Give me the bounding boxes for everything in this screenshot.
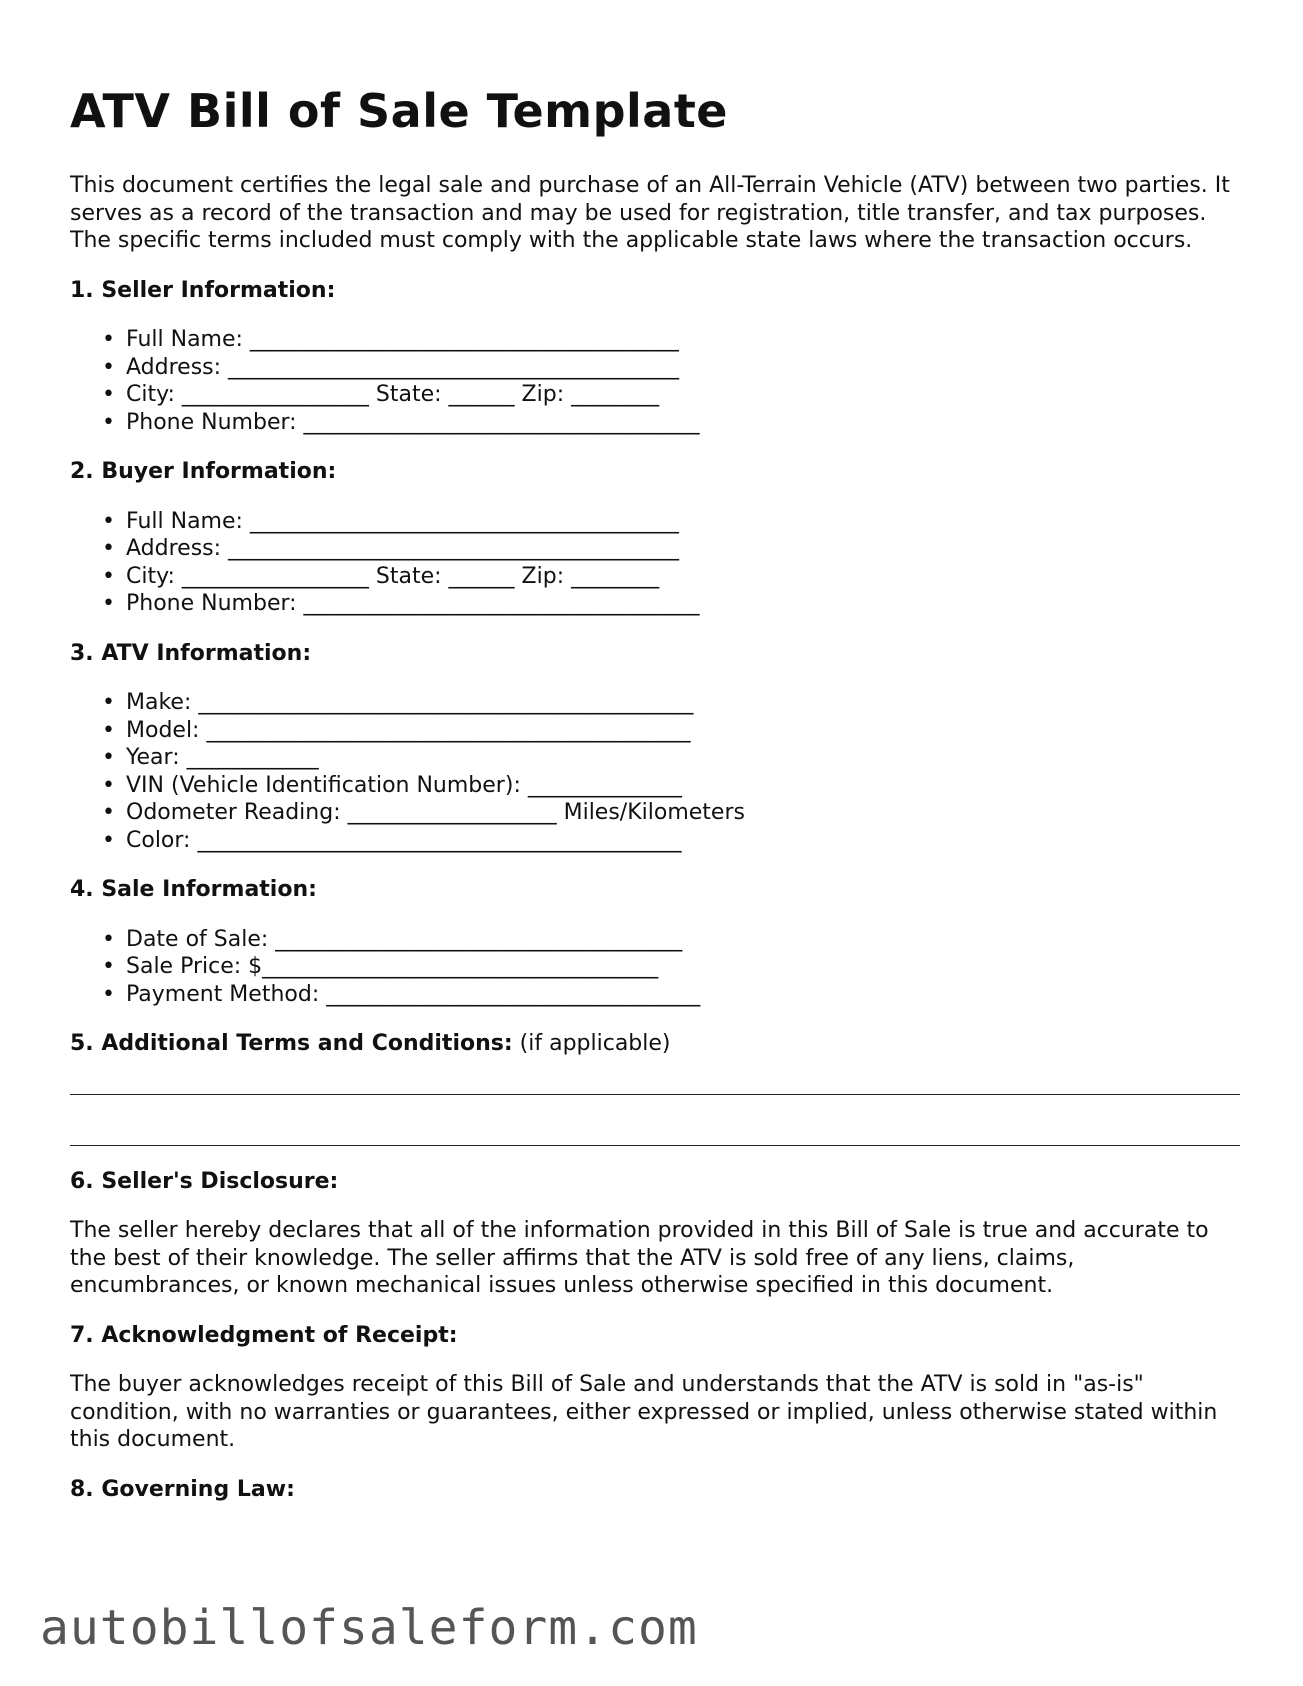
site-watermark: autobillofsaleform.com: [40, 1600, 698, 1656]
sale-date-field: • Date of Sale: _____________________________________: [126, 926, 1240, 954]
buyer-phone-field: • Phone Number: ____________________________________: [126, 590, 1240, 618]
atv-model-field: • Model: ____________________________________________: [126, 717, 1240, 745]
sale-heading: 4. Sale Information:: [70, 877, 317, 902]
sale-price-field: • Sale Price: $____________________________________: [126, 953, 1240, 981]
buyer-heading: 2. Buyer Information:: [70, 459, 337, 484]
atv-year-field: • Year: ____________: [126, 744, 1240, 772]
terms-heading-label: 5. Additional Terms and Conditions:: [70, 1031, 513, 1056]
terms-heading: [70, 1030, 1240, 1058]
buyer-city-state-zip-field: • City: _________________ State: ______ Zip: ________: [126, 563, 1240, 591]
atv-odometer-field: • Odometer Reading: ___________________ Miles/Kilometers: [126, 799, 1240, 827]
disclosure-heading: 6. Seller's Disclosure:: [70, 1168, 339, 1194]
atv-heading: 3. ATV Information:: [70, 640, 312, 666]
atv-make-field: • Make: _____________________________________________: [126, 689, 1240, 717]
receipt-heading: 7. Acknowledgment of Receipt:: [70, 1322, 458, 1348]
buyer-fields: [70, 508, 1240, 618]
document-title: ATV Bill of Sale Template: [70, 84, 729, 138]
disclosure-paragraph: The seller hereby declares that all of the information provided in this Bill of Sale is true and accurate to the best of their knowledge. The seller affirms that the ATV is sold free of any liens, claims, encumbrances, or known mechanical issues unless otherwise specified in this document.: [70, 1218, 1209, 1298]
seller-address-field: • Address: _________________________________________: [126, 354, 1240, 382]
sale-payment-method-field: • Payment Method: __________________________________: [126, 981, 1240, 1009]
buyer-address-field: • Address: _________________________________________: [126, 535, 1240, 563]
seller-phone-field: • Phone Number: ____________________________________: [126, 409, 1240, 437]
seller-fields: [70, 326, 1240, 436]
governing-law-heading: 8. Governing Law:: [70, 1476, 295, 1502]
atv-vin-field: • VIN (Vehicle Identification Number): ______________: [126, 772, 1240, 800]
buyer-full-name-field: • Full Name: _______________________________________: [126, 508, 1240, 536]
receipt-paragraph: The buyer acknowledges receipt of this Bill of Sale and understands that the ATV is sold in "as-is" condition, with no warranties or guarantees, either expressed or implied, unless otherwise stated within this document.: [70, 1372, 1218, 1452]
terms-blank-line-2: [70, 1145, 1240, 1146]
atv-fields: [70, 689, 1240, 854]
terms-blank-line-1: [70, 1094, 1240, 1095]
seller-full-name-field: • Full Name: _______________________________________: [126, 326, 1240, 354]
seller-city-state-zip-field: • City: _________________ State: ______ Zip: ________: [126, 381, 1240, 409]
terms-heading-note: (if applicable): [512, 1031, 671, 1056]
seller-heading: 1. Seller Information:: [70, 277, 336, 303]
document-body: [70, 172, 1240, 1525]
sale-fields: [70, 926, 1240, 1009]
atv-color-field: • Color: ____________________________________________: [126, 827, 1240, 855]
intro-paragraph: This document certifies the legal sale and purchase of an All-Terrain Vehicle (ATV) between two parties. It serves as a record of the transaction and may be used for registration, title transfer, and tax purposes. The specific terms included must comply with the applicable state laws where the transaction occurs.: [70, 173, 1230, 253]
